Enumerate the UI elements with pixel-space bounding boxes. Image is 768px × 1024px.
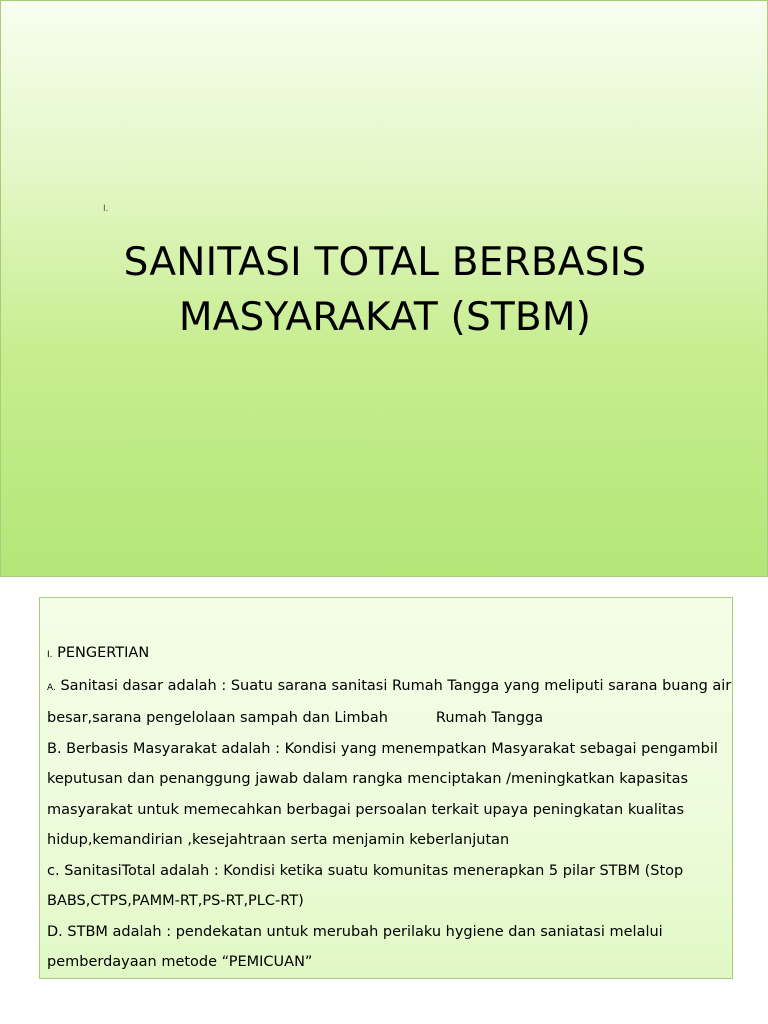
item-d-line-1: D. STBM adalah : pendekatan untuk merubah perilaku hygiene dan saniatasi melalui <box>47 923 663 940</box>
slide-title <box>1 235 768 345</box>
heading-marker: I. <box>47 650 53 660</box>
item-a-line-2 <box>47 703 727 734</box>
item-b-line-1: B. Berbasis Masyarakat adalah : Kondisi yang menempatkan Masyarakat sebagai pengambil <box>47 740 718 757</box>
title-line-2: MASYARAKAT (STBM) <box>178 295 592 340</box>
item-c-line-2: BABS,CTPS,PAMM-RT,PS-RT,PLC-RT) <box>47 893 304 909</box>
item-c-line-1: c. SanitasiTotal adalah : Kondisi ketika suatu komunitas menerapkan 5 pilar STBM (Stop <box>47 862 684 879</box>
item-a-text-2b: Rumah Tangga <box>435 710 544 726</box>
item-b-line-3: masyarakat untuk memecahkan berbagai persoalan terkait upaya peningkatan kualitas <box>47 801 685 818</box>
list-marker: I. <box>103 204 109 214</box>
section-heading <box>47 638 727 671</box>
item-a-line-1 <box>47 671 732 704</box>
heading-text: PENGERTIAN <box>57 645 150 661</box>
item-b-line-4: hidup,kemandirian ,kesejahtraan serta menjamin keberlanjutan <box>47 832 510 848</box>
item-a-text-2a: besar,sarana pengelolaan sampah dan Limbah <box>47 710 388 726</box>
title-line-1: SANITASI TOTAL BERBASIS <box>123 240 647 285</box>
item-b-line-2: keputusan dan penanggung jawab dalam rangka menciptakan /meningkatkan kapasitas <box>47 771 689 787</box>
item-a-marker: A. <box>47 682 56 693</box>
definition-content <box>47 638 732 978</box>
item-d-line-2: pemberdayaan metode “PEMICUAN” <box>47 954 313 970</box>
item-a-text: Sanitasi dasar adalah : Suatu sarana sanitasi Rumah Tangga yang meliputi sarana buang air <box>60 677 732 694</box>
definition-slide <box>39 597 733 979</box>
